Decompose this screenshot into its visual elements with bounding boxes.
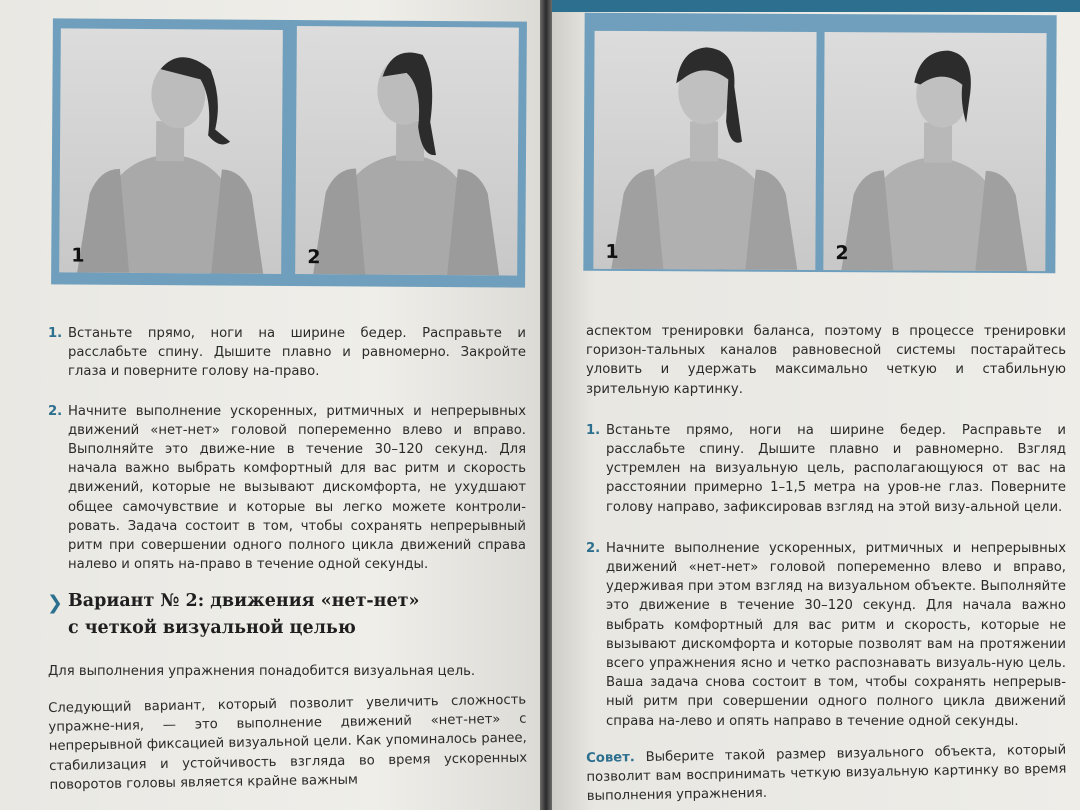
right-photo-2 (823, 32, 1046, 271)
photo-number: 1 (605, 240, 619, 263)
tip-text: Выберите такой размер визуального объекта, который позволит вам воспринимать четкую визуальную картинку во время выполнения упражнения. (586, 742, 1067, 805)
step-number: 2. (48, 403, 63, 419)
requirement-text: Для выполнения упражнения понадобится визуальная цель. (48, 664, 476, 679)
heading-line-2: с четкой визуальной целью (68, 618, 356, 638)
step-text: Встаньте прямо, ноги на ширине бедер. Расправьте и расслабьте спину. Дышите плавно и равномерно. Закройте глаза и поверните голову на-право. (68, 326, 526, 380)
step-item (586, 539, 1066, 731)
step-text: Начните выполнение ускоренных, ритмичных и непрерывных движений «нет-нет» головой попеременно влево и вправо. Выполняйте это движе-ние в течение 30–120 секунд. Для начала важно выбрать комфортный для вас ритм и скорость движений, которые не вызывают дискомфорта, не ухудшают общее самочувствие и которые вы легко можете контроли-ровать. Задача состоит в том, чтобы сохранять непрерывный ритм при совершении одного полного цикла движений справа налево и опять на-право в течение одной секунды. (68, 403, 526, 573)
left-steps (48, 324, 526, 590)
heading-line-1: Вариант № 2: движения «нет-нет» (68, 591, 420, 611)
right-photo-1 (593, 31, 816, 270)
left-photo-2 (295, 26, 519, 276)
step-number: 2. (586, 540, 601, 556)
photo-number: 1 (71, 244, 85, 267)
step-item (586, 421, 1066, 517)
continuation-paragraph: аспектом тренировки баланса, поэтому в процессе тренировки горизон-тальных каналов равновесной системы постарайтесь уловить и удержать максимально четкую и стабильную зрительную картинку. (586, 324, 1066, 397)
step-item (48, 402, 526, 575)
left-photo-frame (51, 18, 527, 287)
step-number: 1. (586, 422, 601, 438)
woman-figure-icon (823, 32, 1046, 271)
right-body (586, 322, 1066, 810)
right-photo-frame (583, 13, 1056, 273)
woman-figure-icon (593, 31, 816, 270)
page-top-bar (552, 0, 1080, 12)
section-heading (48, 588, 518, 642)
tip-label: Совет. (586, 750, 635, 766)
step-text: Встаньте прямо, ноги на ширине бедер. Расправьте и расслабьте спину. Дышите плавно и равномерно. Взгляд устремлен на визуальную цель, располагающуюся от вас на расстоянии примерно 1–1,5 метра на уров-не глаз. Поверните голову направо, зафиксировав взгляд на этой визу-альной цели. (606, 422, 1066, 515)
intro-paragraph: Следующий вариант, который позволит увеличить сложность упражне-ния, — это выполнение движений «нет-нет» с непрерывной фиксацией визуальной цели. Как упоминалось ранее, стабилизация и устойчивость взгляда во время ускоренных поворотов головы является крайне важным (48, 692, 528, 794)
right-page (552, 0, 1080, 810)
photo-number: 2 (307, 246, 321, 269)
chevron-right-icon: ❯ (47, 592, 63, 614)
step-number: 1. (48, 326, 63, 341)
step-item (48, 324, 526, 382)
left-body (48, 662, 526, 809)
tip-paragraph (586, 740, 1067, 806)
left-photo-1 (59, 28, 283, 274)
woman-figure-icon (59, 28, 283, 274)
step-text: Начните выполнение ускоренных, ритмичных и непрерывных движений «нет-нет» головой попеременно влево и вправо, удерживая при этом взгляд на визуальном объекте. Выполняйте это движение в течение 30–120 секунд. Для начала важно выбрать комфортный для вас ритм и скорость, которые не вызывают дискомфорта и которые позволят вам на протяжении всего упражнения ясно и четко распознавать визуаль-ную цель. Ваша задача снова состоит в том, чтобы сохранять непрерыв-ный ритм при совершении одного полного цикла движений справа на-лево и опять направо в течение одной секунды. (606, 540, 1066, 729)
woman-figure-icon (295, 26, 519, 276)
photo-number: 2 (835, 242, 849, 265)
book-spine (540, 0, 552, 810)
